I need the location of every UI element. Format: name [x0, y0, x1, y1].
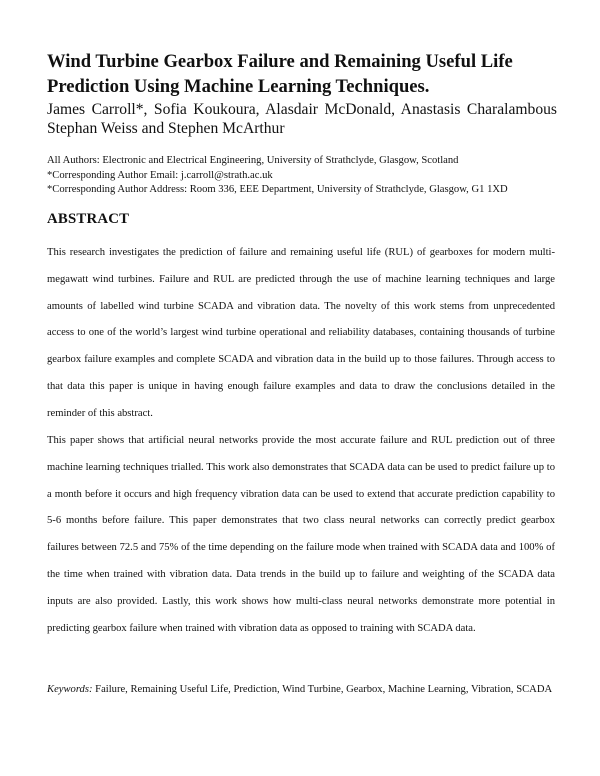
affiliation-all-authors: All Authors: Electronic and Electrical Engineering, University of Strathclyde, Glasgow, Scotland [47, 155, 459, 166]
paper-title-line2: Prediction Using Machine Learning Techniques. [47, 76, 430, 97]
abstract-heading: ABSTRACT [47, 211, 130, 227]
paper-title-line1: Wind Turbine Gearbox Failure and Remaining Useful Life [47, 51, 513, 72]
corresponding-address: *Corresponding Author Address: Room 336, EEE Department, University of Strathclyde, Glasgow, G1 1XD [47, 184, 508, 195]
abstract-paragraph-1: This research investigates the prediction of failure and remaining useful life (RUL) of gearboxes for modern multi-megawatt wind turbines. Failure and RUL are predicted through the use of machine learning techniques and large amounts of labelled wind turbine SCADA and vibration data. The novelty of this work stems from unprecedented access to one of the world’s largest wind turbine operational and reliability databases, containing thousands of turbine gearbox failure examples and complete SCADA and vibration data in the build up to those failures. Through access to that data this paper is unique in having enough failure examples and data to draw the conclusions detailed in the reminder of this abstract. [47, 247, 555, 419]
keywords-label: Keywords: [47, 684, 93, 695]
abstract-paragraph-2: This paper shows that artificial neural networks provide the most accurate failure and RUL prediction out of three machine learning techniques trialled. This work also demonstrates that SCADA data can be used to predict failure up to a month before it occurs and high frequency vibration data can be used to extend that accurate prediction capability to 5-6 months before failure. This paper demonstrates that two class neural networks can correctly predict gearbox failures between 72.5 and 75% of the time depending on the failure mode when trained with SCADA data and 100% of the time when trained with vibration data. Data trends in the build up to failure and weighting of the SCADA data inputs are also provided. Lastly, this work shows how multi-class neural networks demonstrate more potential in predicting gearbox failure when trained with vibration data as opposed to training with SCADA data. [47, 435, 555, 634]
affiliation-block [47, 154, 567, 198]
authors-line1: James Carroll*, Sofia Koukoura, Alasdair McDonald, Anastasis Charalambous [47, 101, 557, 118]
author-list [47, 100, 557, 138]
keywords-line [47, 677, 555, 704]
paper-title [47, 49, 557, 99]
corresponding-email: *Corresponding Author Email: j.carroll@strath.ac.uk [47, 169, 273, 181]
keywords-text: Failure, Remaining Useful Life, Prediction, Wind Turbine, Gearbox, Machine Learning, Vibration, SCADA [95, 684, 553, 695]
authors-line2: Stephan Weiss and Stephen McArthur [47, 120, 285, 137]
